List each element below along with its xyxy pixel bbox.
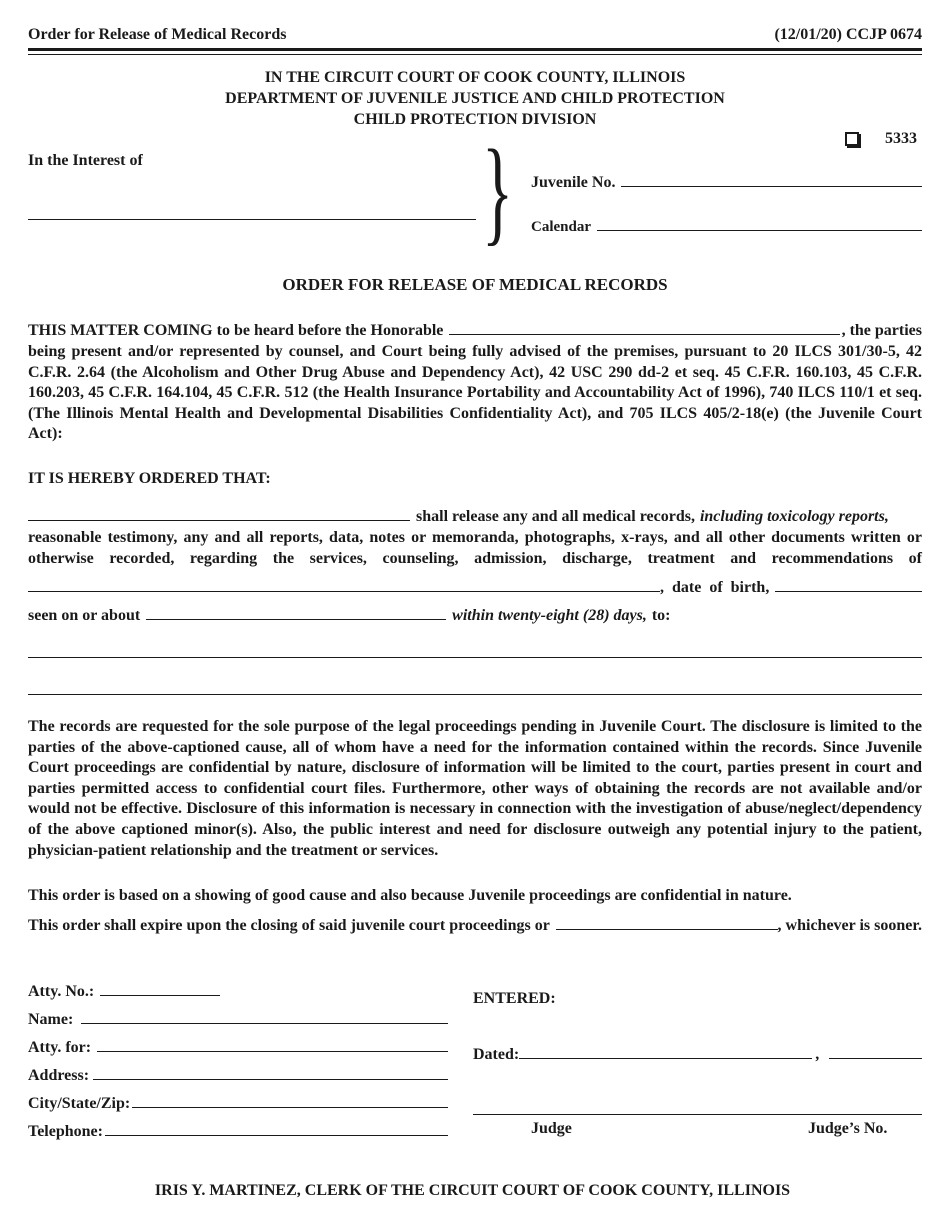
- honorable-line[interactable]: [449, 320, 839, 335]
- form-number-option[interactable]: [845, 130, 917, 148]
- juvenile-no-label: Juvenile No.: [531, 174, 616, 191]
- court-heading: [0, 67, 950, 130]
- entered-label: ENTERED:: [473, 990, 556, 1007]
- expire-end: , whichever is sooner.: [777, 917, 922, 934]
- expire-row: [28, 915, 922, 935]
- name-field[interactable]: [28, 1009, 448, 1029]
- checkbox-icon[interactable]: [845, 132, 859, 146]
- dated-line[interactable]: [519, 1044, 812, 1059]
- judge-signature-line[interactable]: [473, 1114, 922, 1115]
- header-rule-thin: [28, 54, 922, 55]
- address-label: Address:: [28, 1067, 90, 1084]
- release-italic-toxicology: including toxicology reports,: [699, 508, 889, 525]
- city-label: City/State/Zip:: [28, 1095, 131, 1112]
- release-italic-days: within twenty-eight (28) days,: [452, 607, 647, 624]
- recipient-line-2[interactable]: [28, 694, 922, 695]
- honorable-row: [28, 320, 922, 340]
- clerk-footer: IRIS Y. MARTINEZ, CLERK OF THE CIRCUIT COURT OF COOK COUNTY, ILLINOIS: [154, 1182, 791, 1199]
- intro-end: , the parties: [841, 322, 922, 339]
- release-row: [28, 506, 922, 526]
- address-field[interactable]: [28, 1065, 448, 1085]
- header-rule-thick: [28, 48, 922, 51]
- right-brace-icon: }: [482, 125, 514, 256]
- form-number: 5333: [885, 130, 917, 147]
- judge-no-label: Judge’s No.: [808, 1120, 888, 1137]
- dated-label: Dated:: [473, 1046, 520, 1063]
- seen-date-line[interactable]: [146, 605, 446, 620]
- patient-name-line[interactable]: [28, 577, 660, 592]
- court-line-1: IN THE CIRCUIT COURT OF COOK COUNTY, ILLINOIS: [264, 69, 686, 86]
- juvenile-no-line[interactable]: [621, 172, 922, 187]
- atty-no-line[interactable]: [100, 981, 220, 996]
- order-title: ORDER FOR RELEASE OF MEDICAL RECORDS: [282, 275, 668, 294]
- form-header-title: Order for Release of Medical Records: [28, 26, 287, 43]
- juvenile-no-field[interactable]: [531, 172, 922, 192]
- court-line-3: CHILD PROTECTION DIVISION: [353, 111, 597, 128]
- dated-comma: ,: [815, 1046, 820, 1063]
- ordered-heading: IT IS HEREBY ORDERED THAT:: [28, 470, 271, 487]
- dob-line[interactable]: [775, 577, 922, 592]
- atty-no-label: Atty. No.:: [28, 983, 95, 1000]
- name-line[interactable]: [81, 1009, 448, 1024]
- to-label: to:: [651, 607, 671, 624]
- interest-label: In the Interest of: [28, 152, 143, 169]
- city-field[interactable]: [28, 1093, 448, 1113]
- provider-line[interactable]: [28, 506, 410, 521]
- intro-start: THIS MATTER COMING to be heard before the Honorable: [28, 322, 444, 339]
- judge-label: Judge: [531, 1120, 572, 1137]
- recipient-line-1[interactable]: [28, 657, 922, 658]
- expire-line[interactable]: [556, 915, 778, 930]
- seen-label: seen on or about: [28, 607, 141, 624]
- seen-row: [28, 605, 671, 625]
- purpose-paragraph: The records are requested for the sole purpose of the legal proceedings pending in Juvenile Court. The disclosure is limited to the parties of the above-captioned cause, all of whom have a need for the information contained within the records. Since Juvenile Court proceedings are confidential by nature, disclosure of information will be limited to the court, parties present in court and parties permitted access to confidential court files. Furthermore, other ways of obtaining the records are not available and/or would not be effective. Disclosure of this information is necessary in connection with the investigation of abuse/neglect/dependency of the above captioned minor(s). Also, the public interest and need for disclosure outweigh any potential injury to the patient, physician-patient relationship and the treatment or services.: [28, 718, 922, 859]
- dob-label: , date of birth,: [660, 579, 770, 596]
- minor-name-line[interactable]: [28, 219, 476, 220]
- calendar-field[interactable]: [531, 216, 922, 236]
- calendar-line[interactable]: [597, 216, 922, 231]
- telephone-line[interactable]: [105, 1121, 448, 1136]
- telephone-label: Telephone:: [28, 1123, 103, 1140]
- atty-no-field[interactable]: [28, 981, 220, 1001]
- court-line-2: DEPARTMENT OF JUVENILE JUSTICE AND CHILD PROTECTION: [225, 90, 725, 107]
- city-line[interactable]: [132, 1093, 448, 1108]
- name-label: Name:: [28, 1011, 74, 1028]
- telephone-field[interactable]: [28, 1121, 448, 1141]
- atty-for-line[interactable]: [97, 1037, 448, 1052]
- dated-year-line[interactable]: [829, 1044, 922, 1059]
- intro-body: being present and/or represented by counsel, and Court being fully advised of the premises, pursuant to 20 ILCS 301/30-5, 42 C.F.R. 2.64 (the Alcoholism and Other Drug Abuse and Dependency Act), 42 USC 290 dd-2 et seq. 45 C.F.R. 160.103, 45 C.F.R. 160.203, 45 C.F.R. 164.104, 45 C.F.R. 512 (the Health Insurance Portability and Accountability Act of 1996), 740 ILCS 110/1 et seq. (The Illinois Mental Health and Developmental Disabilities Confidentiality Act), and 705 ILCS 405/2-18(e) (the Juvenile Court Act):: [28, 343, 922, 443]
- address-line[interactable]: [93, 1065, 448, 1080]
- release-body: reasonable testimony, any and all reports, data, notes or memoranda, photographs, x-rays, and all other documents written or otherwise recorded, regarding the services, counseling, admission, discharge, treatment and recommendations of: [28, 529, 922, 567]
- dated-field[interactable]: [473, 1044, 922, 1064]
- good-cause-statement: This order is based on a showing of good cause and also because Juvenile proceedings are confidential in nature.: [28, 887, 792, 904]
- release-after-blank: shall release any and all medical records,: [416, 508, 695, 525]
- form-code: (12/01/20) CCJP 0674: [774, 26, 922, 43]
- expire-start: This order shall expire upon the closing of said juvenile court proceedings or: [28, 917, 550, 934]
- atty-for-field[interactable]: [28, 1037, 448, 1057]
- atty-for-label: Atty. for:: [28, 1039, 92, 1056]
- calendar-label: Calendar: [531, 219, 591, 235]
- patient-row: [28, 577, 922, 597]
